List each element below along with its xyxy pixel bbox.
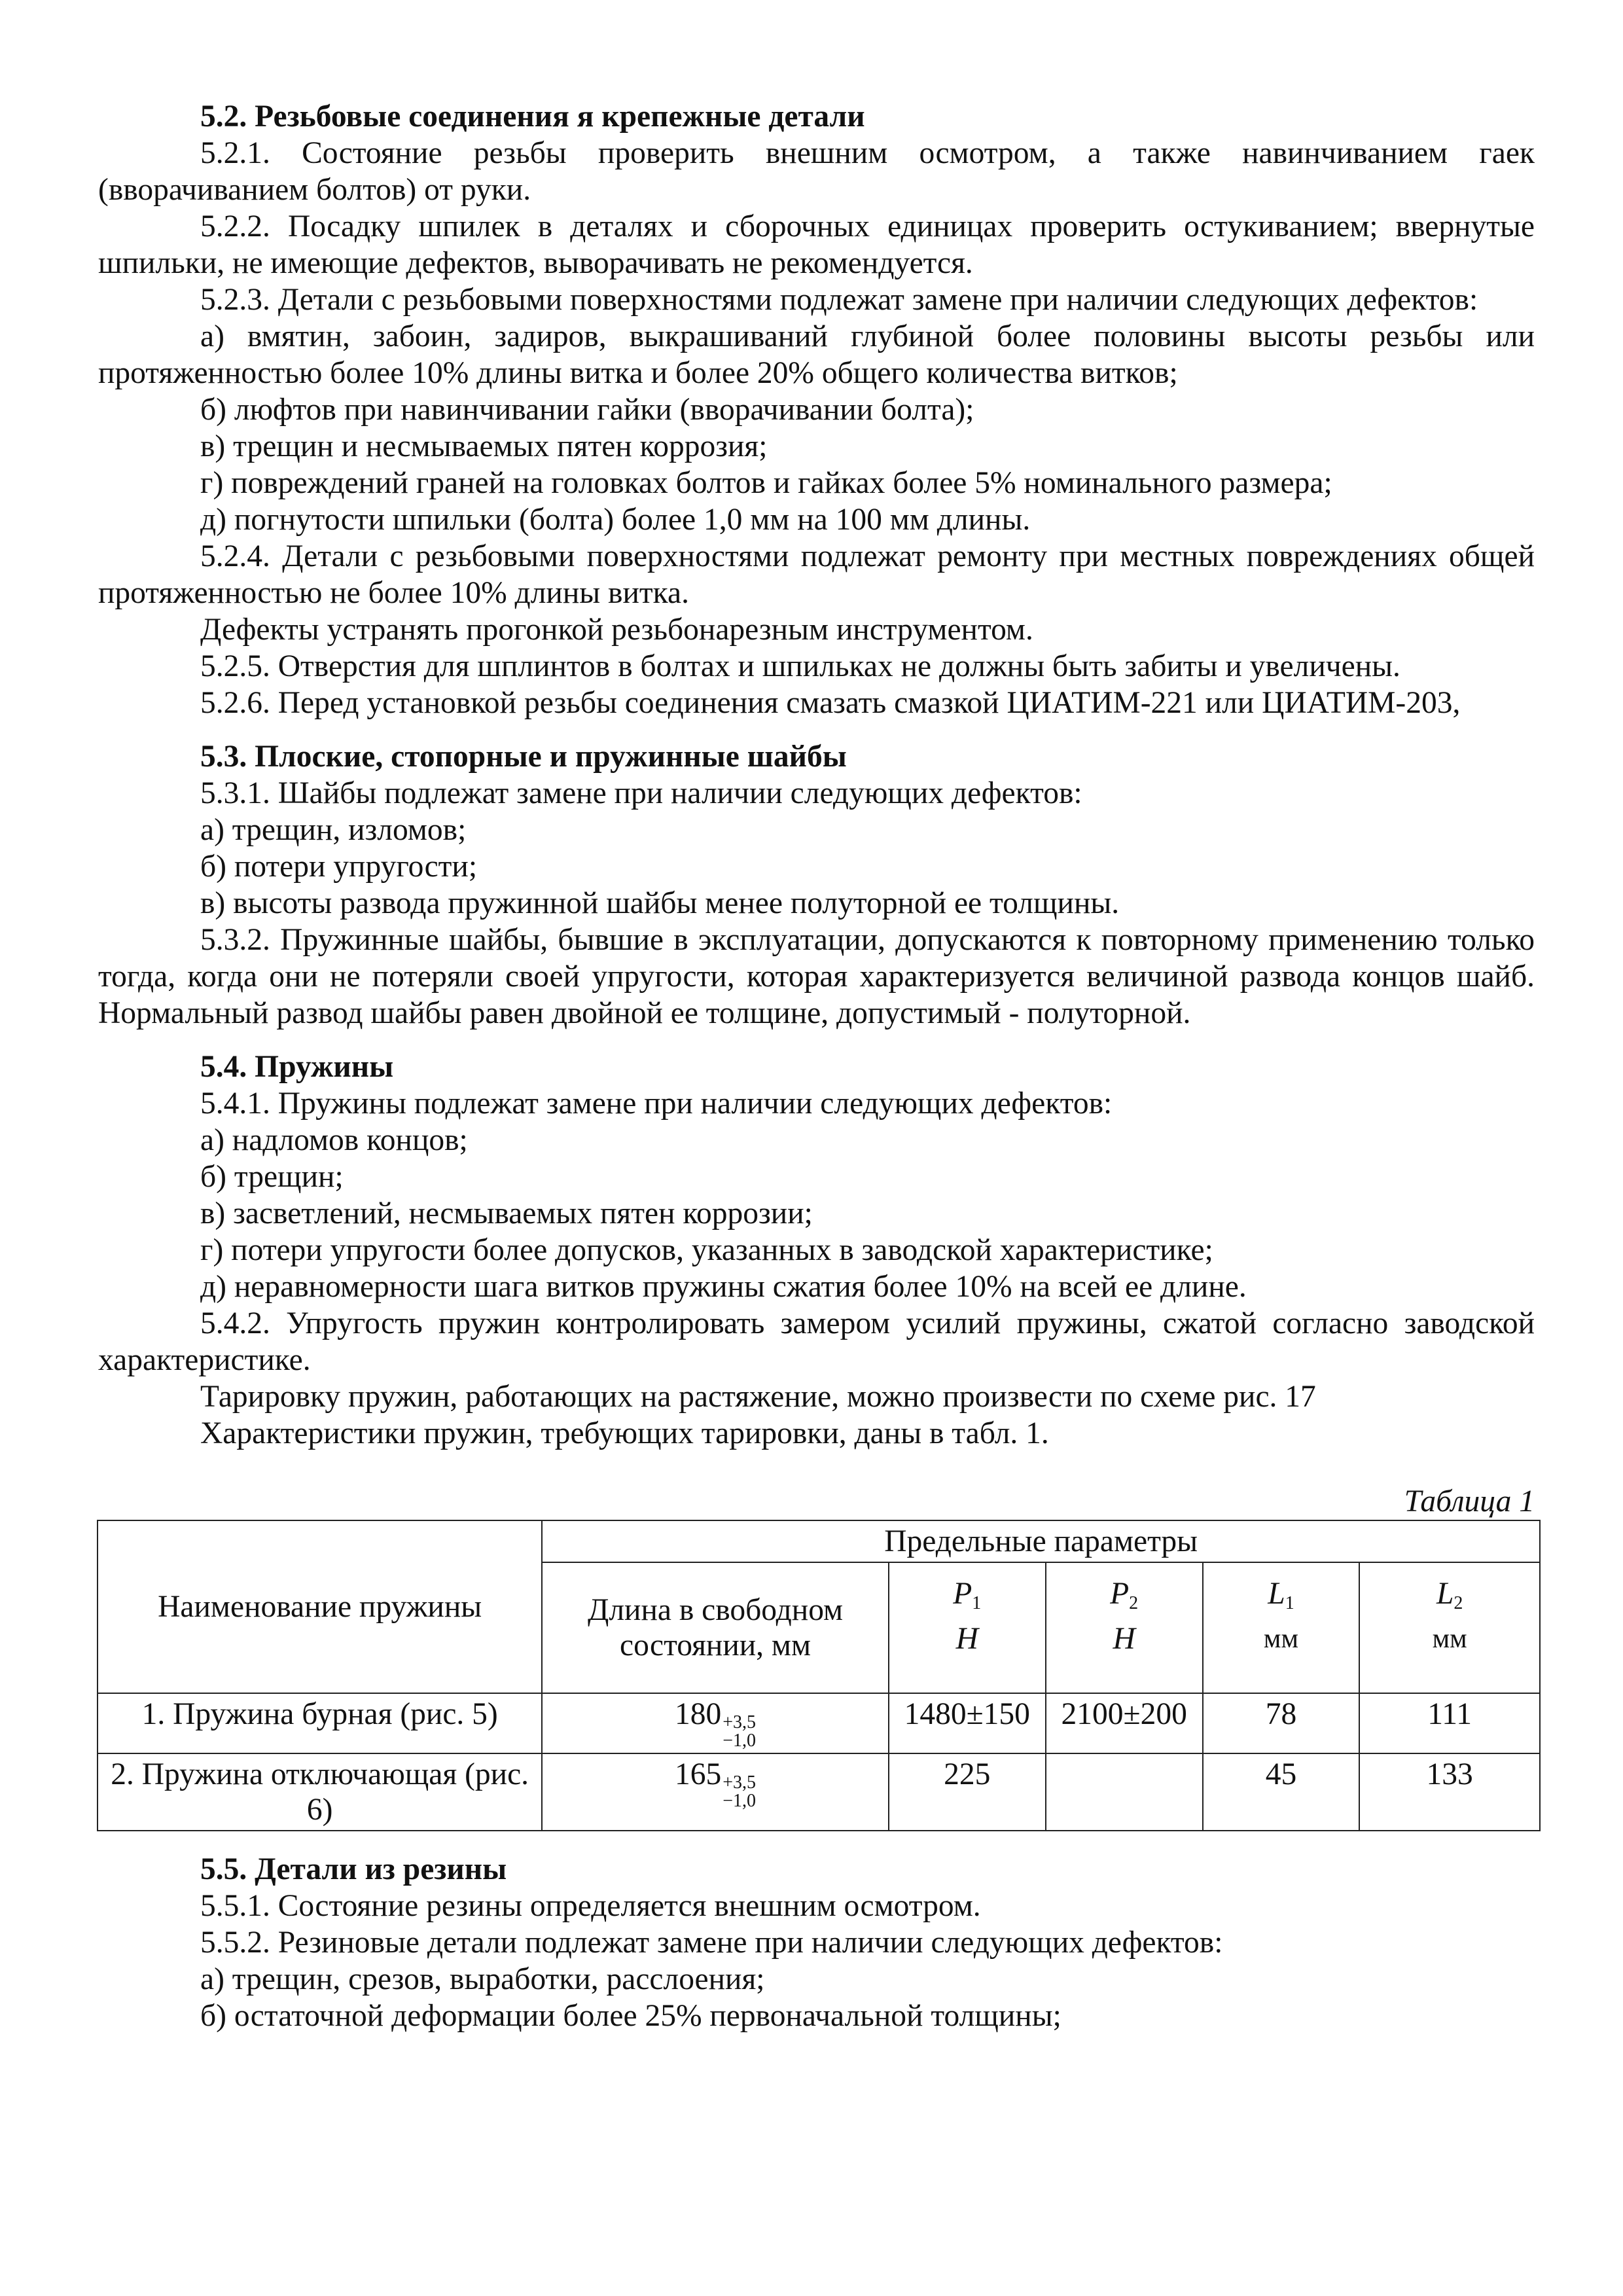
header-l1: [1203, 1562, 1360, 1693]
row1-p2: 2100±200: [1046, 1693, 1203, 1753]
row2-l2: 133: [1359, 1753, 1540, 1831]
paragraph-table-ref: Характеристики пружин, требующих тарировки, даны в табл. 1.: [200, 1416, 1049, 1450]
row1-name: 1. Пружина бурная (рис. 5): [98, 1693, 542, 1753]
list-item: а) надломов концов;: [200, 1123, 468, 1157]
paragraph-5-2-2: 5.2.2. Посадку шпилек в деталях и сборочных единицах проверить остукиванием; ввернутые шпильки, не имеющие дефектов, выворачивать не рекомендуется.: [98, 209, 1535, 280]
row2-tol-up: +3,5: [722, 1772, 757, 1793]
row2-length: [542, 1753, 888, 1831]
row1-length-value: 180: [675, 1697, 722, 1731]
row1-l2: 111: [1359, 1693, 1540, 1753]
list-item: д) неравномерности шага витков пружины сжатия более 10% на всей ее длине.: [200, 1270, 1247, 1304]
list-item: б) люфтов при навинчивании гайки (вворачивании болта);: [200, 393, 974, 427]
list-item: в) высоты развода пружинной шайбы менее полуторной ее толщины.: [200, 886, 1120, 920]
paragraph-5-3-1: 5.3.1. Шайбы подлежат замене при наличии следующих дефектов:: [200, 776, 1082, 810]
paragraph-5-4-1: 5.4.1. Пружины подлежат замене при наличии следующих дефектов:: [200, 1086, 1113, 1121]
list-item: а) трещин, изломов;: [200, 813, 467, 847]
row1-tolerance: [722, 1713, 756, 1750]
header-limit-params: Предельные параметры: [542, 1520, 1540, 1562]
list-item: г) потери упругости более допусков, указанных в заводской характеристике;: [200, 1233, 1213, 1267]
header-free-length: Длина в свободном состоянии, мм: [542, 1562, 888, 1693]
p1-subscript: 1: [972, 1593, 982, 1613]
header-p2: [1046, 1562, 1203, 1693]
p1-unit: Н: [955, 1622, 978, 1656]
row1-tol-down: −1,0: [722, 1731, 757, 1751]
section-5-4-title: 5.4. Пружины: [200, 1050, 394, 1084]
l1-subscript: 1: [1285, 1593, 1294, 1613]
list-item: г) повреждений граней на головках болтов и гайках более 5% номинального размера;: [200, 466, 1332, 500]
paragraph-5-2-6: 5.2.6. Перед установкой резьбы соединения смазать смазкой ЦИАТИМ-221 или ЦИАТИМ-203,: [200, 686, 1461, 720]
paragraph-5-3-2: 5.3.2. Пружинные шайбы, бывшие в эксплуатации, допускаются к повторному применению только тогда, когда они не потеряли своей упругости, которая характеризуется величиной развода концов шайб. Нормальный развод шайбы равен двойной ее толщине, допустимый - полуторной.: [98, 923, 1535, 1030]
paragraph-5-5-2: 5.5.2. Резиновые детали подлежат замене при наличии следующих дефектов:: [200, 1926, 1223, 1960]
l2-unit: мм: [1432, 1624, 1467, 1654]
row1-tol-up: +3,5: [722, 1712, 757, 1732]
list-item: в) засветлений, несмываемых пятен коррозии;: [200, 1196, 813, 1230]
list-item: б) потери упругости;: [200, 850, 478, 884]
list-item: а) трещин, срезов, выработки, расслоения;: [200, 1962, 765, 1996]
list-item: д) погнутости шпильки (болта) более 1,0 мм на 100 мм длины.: [200, 503, 1031, 537]
springs-table: [97, 1520, 1541, 1831]
paragraph-5-2-1: 5.2.1. Состояние резьбы проверить внешним осмотром, а также навинчиванием гаек (вворачиванием болтов) от руки.: [98, 136, 1535, 207]
paragraph-5-2-5: 5.2.5. Отверстия для шплинтов в болтах и шпильках не должны быть забиты и увеличены.: [200, 649, 1400, 683]
paragraph-5-2-3: 5.2.3. Детали с резьбовыми поверхностями подлежат замене при наличии следующих дефектов:: [200, 283, 1478, 317]
header-spring-name: Наименование пружины: [98, 1520, 542, 1693]
row2-l1: 45: [1203, 1753, 1360, 1831]
l2-symbol: L: [1436, 1577, 1454, 1611]
row2-p2: [1046, 1753, 1203, 1831]
p2-unit: Н: [1113, 1622, 1135, 1656]
p2-symbol: P: [1110, 1577, 1130, 1611]
row2-tol-down: −1,0: [722, 1791, 757, 1811]
section-5-3-title: 5.3. Плоские, стопорные и пружинные шайбы: [200, 740, 847, 774]
list-item: б) остаточной деформации более 25% первоначальной толщины;: [200, 1999, 1061, 2033]
row2-tolerance: [722, 1774, 756, 1810]
paragraph-calibration: Тарировку пружин, работающих на растяжение, можно произвести по схеме рис. 17: [200, 1380, 1316, 1414]
section-5-2-title: 5.2. Резьбовые соединения я крепежные детали: [200, 99, 865, 134]
section-5-5-title: 5.5. Детали из резины: [200, 1852, 507, 1886]
l1-symbol: L: [1268, 1577, 1285, 1611]
paragraph-5-5-1: 5.5.1. Состояние резины определяется внешним осмотром.: [200, 1889, 981, 1923]
list-item: в) трещин и несмываемых пятен коррозия;: [200, 429, 768, 463]
row1-p1: 1480±150: [889, 1693, 1046, 1753]
row1-length: [542, 1693, 888, 1753]
row1-l1: 78: [1203, 1693, 1360, 1753]
table-row: [98, 1693, 1540, 1753]
paragraph-defects-fix: Дефекты устранять прогонкой резьбонарезным инструментом.: [200, 613, 1033, 647]
paragraph-5-2-4: 5.2.4. Детали с резьбовыми поверхностями подлежат ремонту при местных повреждениях общей протяженностью не более 10% длины витка.: [98, 539, 1535, 610]
header-l2: [1359, 1562, 1540, 1693]
l2-subscript: 2: [1454, 1593, 1463, 1613]
row2-length-value: 165: [675, 1757, 722, 1791]
paragraph-5-4-2: 5.4.2. Упругость пружин контролировать замером усилий пружины, сжатой согласно заводской характеристике.: [98, 1306, 1535, 1377]
row2-p1: 225: [889, 1753, 1046, 1831]
p1-symbol: P: [953, 1577, 972, 1611]
p2-subscript: 2: [1129, 1593, 1139, 1613]
list-item: б) трещин;: [200, 1160, 344, 1194]
row2-name: 2. Пружина отключающая (рис. 6): [98, 1753, 542, 1831]
header-p1: [889, 1562, 1046, 1693]
l1-unit: мм: [1263, 1624, 1299, 1654]
table-caption: Таблица 1: [1404, 1484, 1535, 1518]
table-row: [98, 1753, 1540, 1831]
list-item: а) вмятин, забоин, задиров, выкрашиваний глубиной более половины высоты резьбы или протяженностью более 10% длины витка и более 20% общего количества витков;: [98, 319, 1535, 390]
